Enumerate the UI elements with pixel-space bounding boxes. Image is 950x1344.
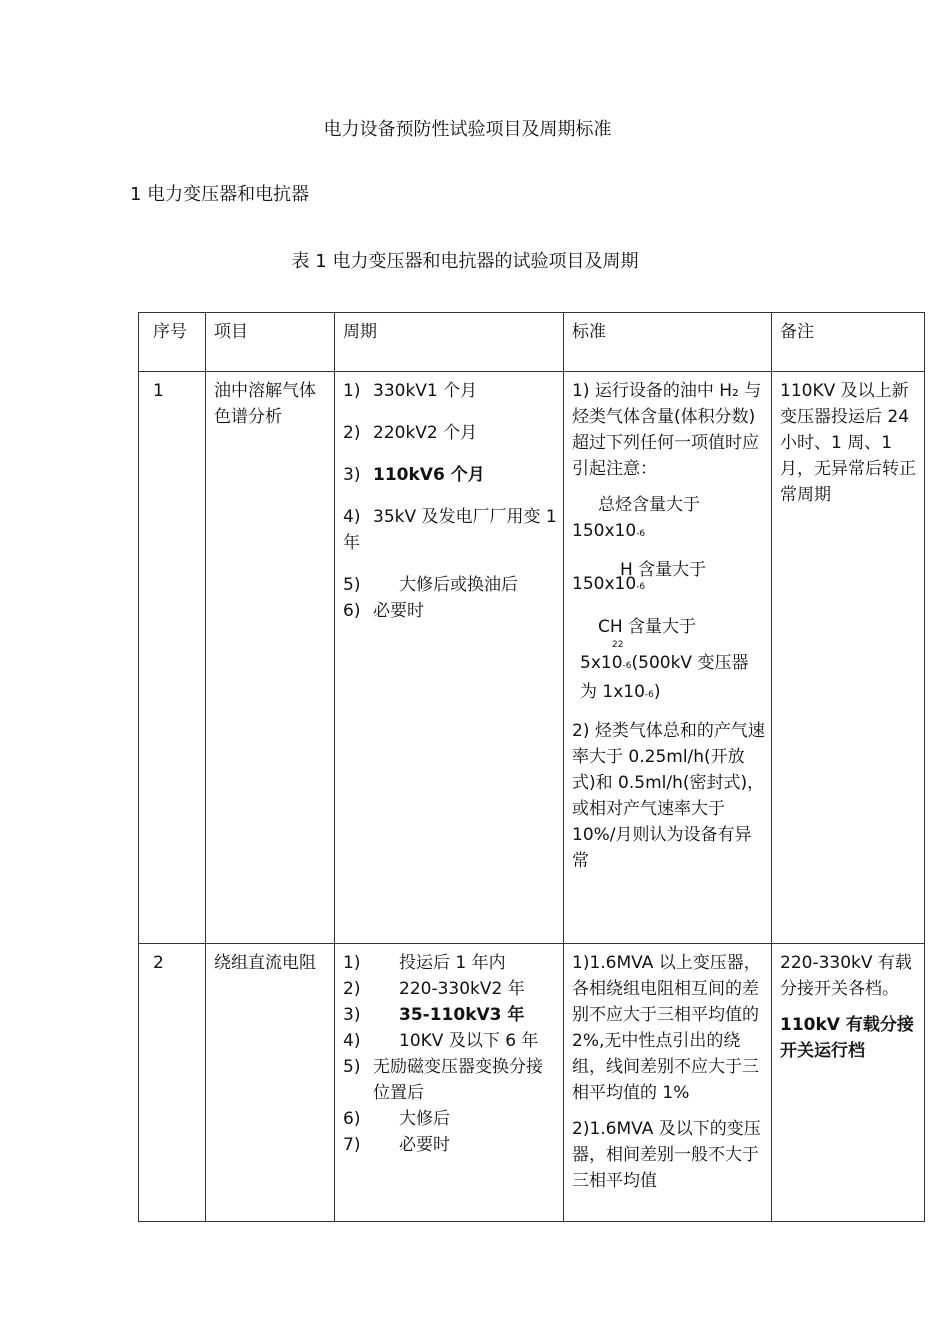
- list-item: 2) 220kV2 个月: [343, 423, 478, 443]
- list-item: 7) 必要时: [343, 1135, 450, 1155]
- list-item: 3) 110kV6 个月: [343, 465, 485, 485]
- row-item: 油中溶解气体色谱分析: [206, 372, 335, 944]
- cycle-list: [343, 378, 557, 624]
- row-item: 绕组直流电阻: [206, 944, 335, 1222]
- list-item: 4) 35kV 及发电厂厂用变 1 年: [343, 507, 557, 553]
- header-remark: 备注: [772, 313, 925, 372]
- standard-paragraph: 2) 烃类气体总和的产气速率大于 0.25ml/h(开放式)和 0.5ml/h(密封式)，或相对产气速率大于 10%/月则认为设备有异常: [572, 721, 765, 871]
- standard-value: 150x10-6: [572, 574, 646, 594]
- list-item: 2) 220-330kV2 年: [343, 979, 525, 999]
- table-header-row: [139, 313, 925, 372]
- remark-line: 110kV 有载分接开关运行档: [780, 1015, 914, 1061]
- document-title: 电力设备预防性试验项目及周期标准: [323, 119, 612, 140]
- table-row: [139, 944, 925, 1222]
- row-remark: [772, 944, 925, 1222]
- standard-ch-sub: 22: [612, 640, 624, 650]
- list-item: 6) 必要时: [343, 601, 424, 621]
- section-heading: 1 电力变压器和电抗器: [130, 184, 310, 205]
- standard-paragraph: 2)1.6MVA 及以下的变压器，相间差别一般不大于三相平均值: [572, 1119, 761, 1191]
- list-item: 5) 无励磁变压器变换分接位置后: [343, 1057, 543, 1103]
- standard-value: 5x10-6(500kV 变压器为 1x10-6): [580, 653, 749, 702]
- row-cycle: [335, 944, 564, 1222]
- row-remark: 110KV 及以上新变压器投运后 24 小时、1 周、1 月，无异常后转正常周期: [772, 372, 925, 944]
- remark-line: 220-330kV 有载分接开关各档。: [780, 953, 912, 999]
- standard-total: 总烃含量大于: [598, 495, 700, 515]
- standard-paragraph: 1)1.6MVA 以上变压器，各相绕组电阻相互间的差别不应大于三相平均值的 2%,无中性点引出的绕组，线间差别不应大于三相平均值的 1%: [572, 953, 761, 1103]
- list-item: 4) 10KV 及以下 6 年: [343, 1031, 539, 1051]
- row-no: 2: [139, 944, 206, 1222]
- standard-value: 150x10-6: [572, 521, 646, 541]
- standard-h: H 含量大于: [620, 560, 707, 580]
- list-item: 5) 大修后或换油后: [343, 575, 518, 595]
- header-standard: 标准: [564, 313, 772, 372]
- list-item: 1) 投运后 1 年内: [343, 953, 506, 973]
- row-cycle: [335, 372, 564, 944]
- header-no: 序号: [139, 313, 206, 372]
- row-no: 1: [139, 372, 206, 944]
- test-items-table: [138, 312, 925, 1222]
- list-item: 3) 35-110kV3 年: [343, 1005, 525, 1025]
- table-row: [139, 372, 925, 944]
- table-caption: 表 1 电力变压器和电抗器的试验项目及周期: [291, 251, 639, 272]
- cycle-list: [343, 950, 557, 1158]
- list-item: 1) 330kV1 个月: [343, 381, 478, 401]
- header-item: 项目: [206, 313, 335, 372]
- list-item: 6) 大修后: [343, 1109, 450, 1129]
- row-standard: [564, 372, 772, 944]
- standard-ch: CH 含量大于: [598, 617, 697, 637]
- standard-paragraph: 1) 运行设备的油中 H₂ 与烃类气体含量(体积分数)超过下列任何一项值时应引起注意：: [572, 381, 762, 479]
- header-cycle: 周期: [335, 313, 564, 372]
- row-standard: [564, 944, 772, 1222]
